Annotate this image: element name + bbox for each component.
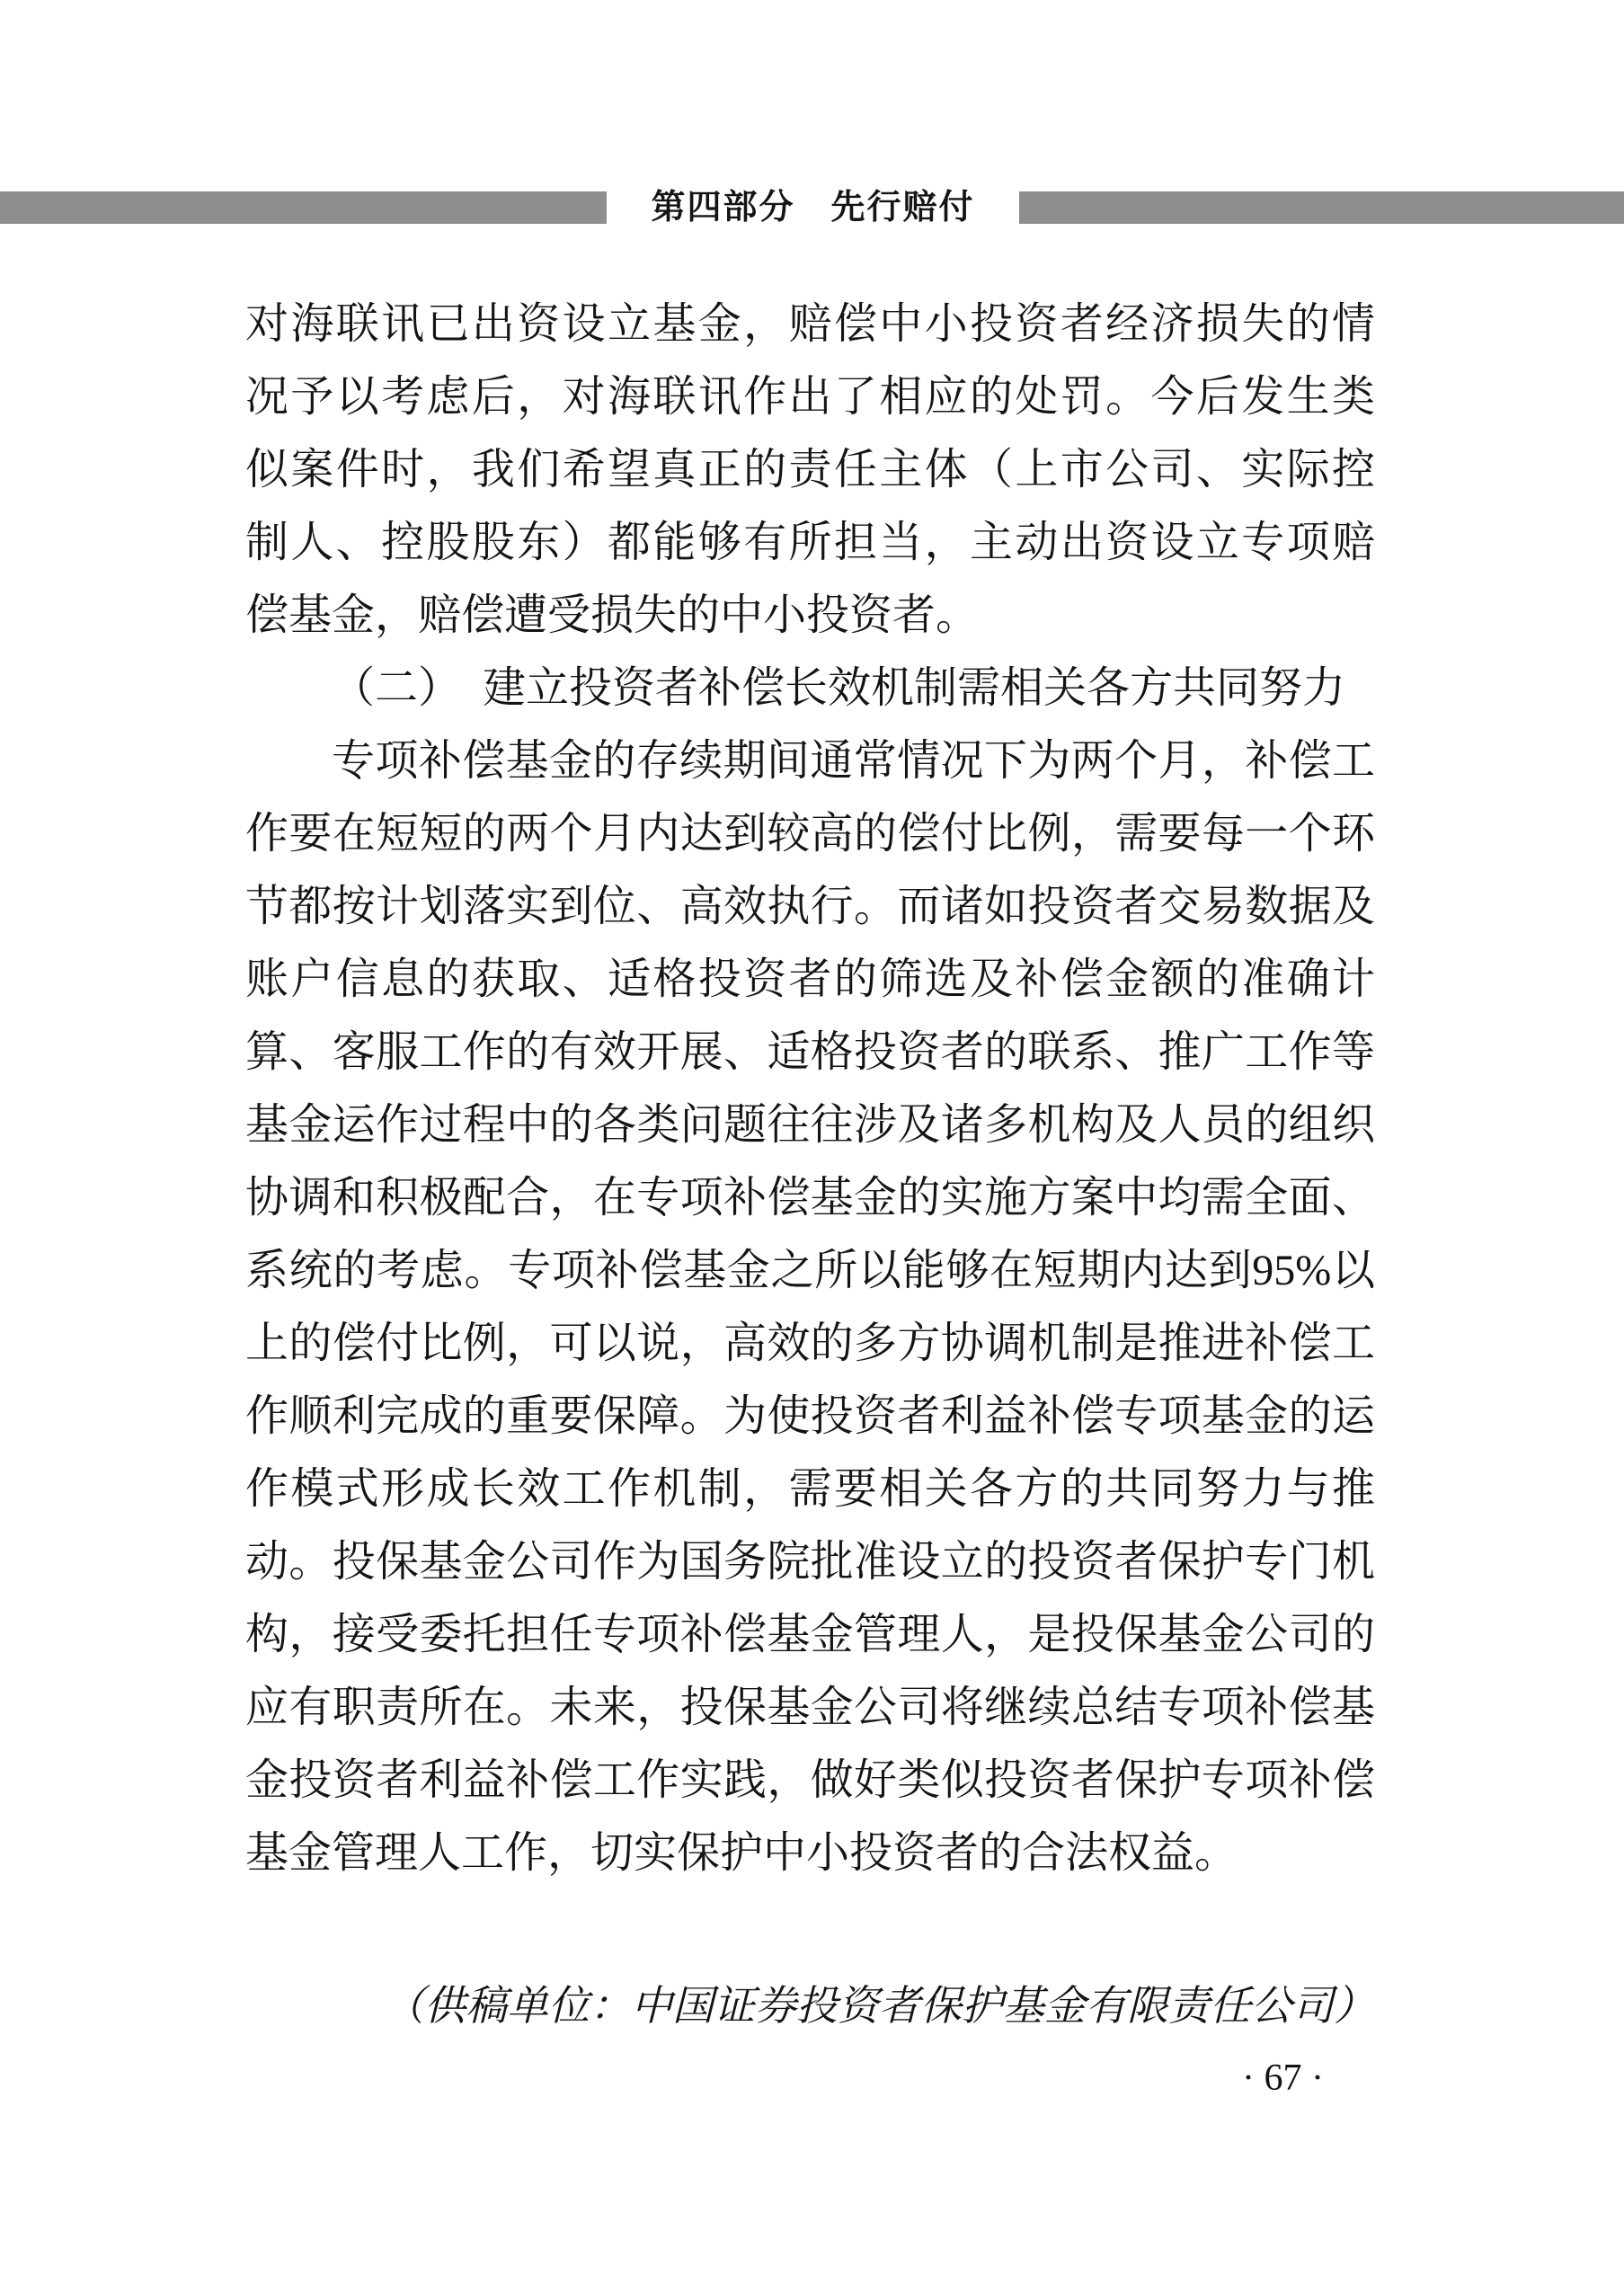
body-text-block	[245, 288, 1375, 1889]
body-line: 上的偿付比例，可以说，高效的多方协调机制是推进补偿工	[245, 1320, 1375, 1367]
running-head-title: 第四部分 先行赔付	[651, 189, 975, 227]
body-line: 偿基金，赔偿遭受损失的中小投资者。	[245, 591, 980, 639]
body-line: 作模式形成长效工作机制，需要相关各方的共同努力与推	[245, 1465, 1375, 1513]
body-line: 况予以考虑后，对海联讯作出了相应的处罚。今后发生类	[245, 373, 1375, 421]
body-line: 制人、控股股东）都能够有所担当，主动出资设立专项赔	[245, 519, 1375, 566]
header-rule-right	[1019, 191, 1624, 224]
body-line: 节都按计划落实到位、高效执行。而诸如投资者交易数据及	[245, 883, 1375, 930]
body-line: 基金管理人工作，切实保护中小投资者的合法权益。	[245, 1829, 1238, 1877]
body-line: 作要在短短的两个月内达到较高的偿付比例，需要每一个环	[245, 810, 1375, 858]
section-heading: （二） 建立投资者补偿长效机制需相关各方共同努力	[332, 664, 1346, 712]
body-line: 系统的考虑。专项补偿基金之所以能够在短期内达到95%以	[245, 1247, 1375, 1294]
header-rule-left	[0, 191, 607, 224]
body-line: 金投资者利益补偿工作实践，做好类似投资者保护专项补偿	[245, 1756, 1375, 1804]
body-line: 账户信息的获取、适格投资者的筛选及补偿金额的准确计	[245, 955, 1375, 1003]
body-line: 似案件时，我们希望真正的责任主体（上市公司、实际控	[245, 446, 1375, 493]
body-line: 构，接受委托担任专项补偿基金管理人，是投保基金公司的	[245, 1611, 1375, 1658]
body-line: 作顺利完成的重要保障。为使投资者利益补偿专项基金的运	[245, 1392, 1375, 1440]
body-line: 协调和积极配合，在专项补偿基金的实施方案中均需全面、	[245, 1174, 1375, 1222]
body-line: 动。投保基金公司作为国务院批准设立的投资者保护专门机	[245, 1538, 1375, 1586]
body-line: 基金运作过程中的各类问题往往涉及诸多机构及人员的组织	[245, 1101, 1375, 1149]
body-line: 应有职责所在。未来，投保基金公司将继续总结专项补偿基	[245, 1684, 1375, 1731]
body-line: 专项补偿基金的存续期间通常情况下为两个月，补偿工	[332, 737, 1375, 785]
body-line: 算、客服工作的有效开展、适格投资者的联系、推广工作等	[245, 1028, 1375, 1076]
page-number: · 67 ·	[1242, 2057, 1324, 2099]
attribution-line: （供稿单位：中国证券投资者保护基金有限责任公司）	[383, 1983, 1375, 2029]
body-line: 对海联讯已出资设立基金，赔偿中小投资者经济损失的情	[245, 300, 1375, 348]
